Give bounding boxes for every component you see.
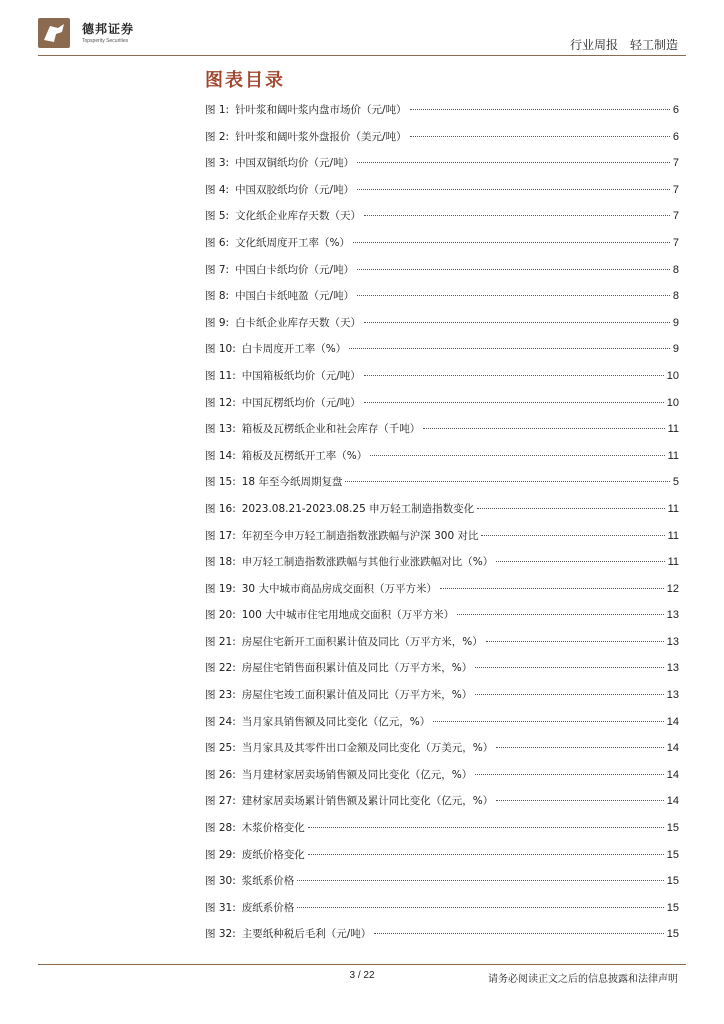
toc-leader-dots: [345, 481, 669, 482]
toc-entry-page: 11: [667, 529, 679, 542]
toc-entry[interactable]: [205, 155, 679, 182]
toc-leader-dots: [297, 907, 664, 908]
toc-leader-dots: [477, 508, 664, 509]
toc-entry-number: 图 30:: [205, 875, 236, 888]
toc-entry-page: 9: [672, 316, 679, 329]
toc-entry-page: 13: [666, 609, 679, 622]
toc-entry[interactable]: [205, 341, 679, 368]
toc-entry[interactable]: [205, 687, 679, 714]
toc-entry-number: 图 21:: [205, 635, 236, 648]
toc-entry-page: 13: [666, 689, 679, 702]
toc-entry-page: 8: [672, 263, 679, 276]
footer-divider: [38, 964, 686, 965]
toc-entry-number: 图 20:: [205, 609, 236, 622]
toc-entry-label: 废纸系价格: [241, 901, 295, 914]
toc-entry-label: 针叶浆和阔叶浆外盘报价（美元/吨）: [235, 130, 407, 143]
toc-entry-label: 房屋住宅新开工面积累计值及同比（万平方米，%）: [241, 635, 483, 648]
toc-entry[interactable]: [205, 820, 679, 847]
toc-entry-label: 箱板及瓦楞纸企业和社会库存（千吨）: [241, 423, 421, 436]
toc-leader-dots: [357, 189, 670, 190]
toc-leader-dots: [357, 162, 670, 163]
toc-entry-number: 图 6:: [205, 236, 230, 249]
toc-leader-dots: [486, 641, 664, 642]
logo-english-name: Topsperity Securities: [82, 38, 129, 44]
toc-leader-dots: [475, 774, 664, 775]
toc-entry[interactable]: [205, 288, 679, 315]
toc-entry-number: 图 12:: [205, 396, 236, 409]
toc-entry-number: 图 32:: [205, 928, 236, 941]
toc-entry-number: 图 15:: [205, 476, 236, 489]
toc-entry-number: 图 9:: [205, 316, 230, 329]
toc-leader-dots: [496, 561, 664, 562]
toc-entry-page: 14: [666, 715, 679, 728]
toc-leader-dots: [433, 721, 664, 722]
toc-entry-label: 年初至今申万轻工制造指数涨跌幅与沪深 300 对比: [241, 529, 479, 542]
toc-entry-label: 中国白卡纸均价（元/吨）: [235, 263, 355, 276]
toc-entry-label: 中国双铜纸均价（元/吨）: [235, 157, 355, 170]
toc-entry-label: 房屋住宅竣工面积累计值及同比（万平方米，%）: [241, 689, 473, 702]
report-type: 行业周报: [569, 38, 618, 52]
toc-entry-number: 图 10:: [205, 343, 236, 356]
toc-entry-page: 10: [666, 396, 679, 409]
toc-entry[interactable]: [205, 767, 679, 794]
toc-entry-label: 文化纸周度开工率（%）: [235, 236, 351, 249]
toc-entry-number: 图 18:: [205, 556, 236, 569]
toc-entry-page: 7: [672, 183, 679, 196]
toc-entry-number: 图 8:: [205, 290, 230, 303]
logo-name: 德邦证券: [82, 22, 135, 36]
toc-entry-label: 中国箱板纸均价（元/吨）: [241, 369, 361, 382]
toc-entry-page: 15: [666, 928, 679, 941]
toc-entry-label: 当月建材家居卖场销售额及同比变化（亿元，%）: [241, 768, 473, 781]
toc-entry-number: 图 31:: [205, 901, 236, 914]
toc-entry-number: 图 27:: [205, 795, 236, 808]
toc-entry[interactable]: [205, 528, 679, 555]
toc-leader-dots: [364, 375, 664, 376]
toc-entry-number: 图 24:: [205, 715, 236, 728]
toc-entry-page: 7: [672, 157, 679, 170]
toc-entry-number: 图 5:: [205, 210, 230, 223]
toc-entry-page: 13: [666, 635, 679, 648]
toc-entry-number: 图 29:: [205, 848, 236, 861]
toc-entry-number: 图 13:: [205, 423, 236, 436]
toc-leader-dots: [410, 109, 670, 110]
toc-entry[interactable]: [205, 847, 679, 874]
toc-leader-dots: [423, 428, 664, 429]
toc-entry[interactable]: [205, 315, 679, 342]
toc-entry-page: 8: [672, 290, 679, 303]
logo-icon: [38, 18, 70, 48]
toc-leader-dots: [349, 348, 670, 349]
toc-entry[interactable]: [205, 235, 679, 262]
toc-entry-page: 10: [666, 369, 679, 382]
toc-entry-label: 2023.08.21-2023.08.25 申万轻工制造指数变化: [241, 502, 475, 515]
toc-entry-label: 文化纸企业库存天数（天）: [235, 210, 362, 223]
toc-entry-number: 图 25:: [205, 742, 236, 755]
toc-leader-dots: [374, 933, 663, 934]
toc-leader-dots: [357, 269, 670, 270]
toc-entry-label: 浆纸系价格: [241, 875, 295, 888]
logo-text: [82, 20, 134, 44]
toc-entry[interactable]: [205, 793, 679, 820]
toc-entry-label: 废纸价格变化: [241, 848, 305, 861]
toc-entry-label: 主要纸种税后毛利（元/吨）: [241, 928, 372, 941]
toc-entry-label: 18 年至今纸周期复盘: [241, 476, 343, 489]
toc-entry-page: 7: [672, 236, 679, 249]
toc-entry-label: 针叶浆和阔叶浆内盘市场价（元/吨）: [235, 104, 407, 116]
toc-entry[interactable]: [205, 368, 679, 395]
toc-entry-label: 当月家具销售额及同比变化（亿元，%）: [241, 715, 431, 728]
toc-entry[interactable]: [205, 873, 679, 900]
toc-entry[interactable]: [205, 208, 679, 235]
toc-entry-page: 11: [667, 449, 679, 462]
header-divider: [38, 55, 686, 56]
toc-list: [205, 102, 679, 953]
toc-entry-label: 中国瓦楞纸均价（元/吨）: [241, 396, 361, 409]
page-number: 3 / 22: [349, 970, 375, 981]
toc-entry[interactable]: [205, 102, 679, 129]
toc-entry-label: 当月家具及其零件出口金额及同比变化（万美元，%）: [241, 742, 494, 755]
toc-entry-number: 图 14:: [205, 449, 236, 462]
toc-leader-dots: [364, 322, 670, 323]
toc-entry-label: 100 大中城市住宅用地成交面积（万平方米）: [241, 609, 455, 622]
header-right: [570, 36, 678, 53]
toc-entry-page: 15: [666, 875, 679, 888]
toc-leader-dots: [297, 880, 664, 881]
toc-entry-number: 图 3:: [205, 157, 230, 170]
toc-entry[interactable]: [205, 900, 679, 927]
toc-entry-number: 图 17:: [205, 529, 236, 542]
toc-entry-page: 6: [672, 130, 679, 143]
toc-entry-label: 中国双胶纸均价（元/吨）: [235, 183, 355, 196]
toc-entry-page: 15: [666, 822, 679, 835]
toc-entry[interactable]: [205, 182, 679, 209]
toc-entry-page: 11: [667, 423, 679, 436]
toc-entry-label: 木浆价格变化: [241, 822, 305, 835]
toc-leader-dots: [353, 242, 670, 243]
toc-entry[interactable]: [205, 554, 679, 581]
toc-entry-number: 图 22:: [205, 662, 236, 675]
toc-leader-dots: [410, 136, 670, 137]
toc-entry-label: 箱板及瓦楞纸开工率（%）: [241, 449, 368, 462]
toc-entry-page: 14: [666, 795, 679, 808]
toc-entry[interactable]: [205, 129, 679, 156]
toc-entry[interactable]: [205, 448, 679, 475]
toc-entry-page: 13: [666, 662, 679, 675]
toc-leader-dots: [481, 535, 664, 536]
toc-entry[interactable]: [205, 474, 679, 501]
toc-leader-dots: [370, 455, 664, 456]
toc-entry-label: 房屋住宅销售面积累计值及同比（万平方米，%）: [241, 662, 473, 675]
toc-entry[interactable]: [205, 714, 679, 741]
toc-entry-number: 图 7:: [205, 263, 230, 276]
toc-entry-label: 白卡纸企业库存天数（天）: [235, 316, 362, 329]
toc-entry-label: 申万轻工制造指数涨跌幅与其他行业涨跌幅对比（%）: [241, 556, 494, 569]
toc-entry-number: 图 4:: [205, 183, 230, 196]
toc-title: 图表目录: [205, 70, 285, 91]
toc-entry-label: 中国白卡纸吨盈（元/吨）: [235, 290, 355, 303]
toc-entry-number: 图 2:: [205, 130, 230, 143]
toc-entry[interactable]: [205, 262, 679, 289]
toc-entry-number: 图 26:: [205, 768, 236, 781]
toc-leader-dots: [475, 667, 664, 668]
toc-entry-page: 9: [672, 343, 679, 356]
toc-leader-dots: [496, 800, 664, 801]
toc-entry-label: 30 大中城市商品房成交面积（万平方米）: [241, 582, 437, 595]
toc-entry[interactable]: [205, 740, 679, 767]
toc-entry[interactable]: [205, 634, 679, 661]
toc-entry[interactable]: [205, 501, 679, 528]
toc-entry-page: 5: [672, 476, 679, 489]
industry-name: 轻工制造: [629, 38, 678, 52]
toc-leader-dots: [440, 588, 664, 589]
toc-leader-dots: [308, 854, 664, 855]
footer-disclaimer: 请务必阅读正文之后的信息披露和法律声明: [488, 974, 678, 985]
toc-entry-number: 图 16:: [205, 502, 236, 515]
toc-entry-number: 图 1:: [205, 104, 230, 116]
toc-entry[interactable]: [205, 421, 679, 448]
toc-entry-page: 14: [666, 742, 679, 755]
toc-leader-dots: [364, 215, 670, 216]
toc-entry[interactable]: [205, 660, 679, 687]
toc-leader-dots: [496, 747, 664, 748]
toc-entry[interactable]: [205, 926, 679, 953]
toc-entry-page: 14: [666, 768, 679, 781]
toc-entry-number: 图 11:: [205, 369, 236, 382]
toc-entry-number: 图 28:: [205, 822, 236, 835]
toc-entry[interactable]: [205, 607, 679, 634]
toc-leader-dots: [475, 694, 664, 695]
toc-entry-page: 12: [666, 582, 679, 595]
company-logo: [38, 18, 70, 48]
toc-leader-dots: [308, 827, 664, 828]
toc-entry-number: 图 23:: [205, 689, 236, 702]
toc-entry-page: 11: [667, 502, 679, 515]
toc-entry-page: 15: [666, 848, 679, 861]
toc-entry[interactable]: [205, 395, 679, 422]
toc-entry-page: 15: [666, 901, 679, 914]
toc-leader-dots: [457, 614, 664, 615]
toc-entry-number: 图 19:: [205, 582, 236, 595]
toc-entry-label: 白卡周度开工率（%）: [241, 343, 347, 356]
toc-leader-dots: [364, 402, 664, 403]
toc-entry-page: 11: [667, 556, 679, 569]
toc-entry-label: 建材家居卖场累计销售额及累计同比变化（亿元，%）: [241, 795, 494, 808]
toc-entry-page: 6: [672, 104, 679, 116]
toc-entry[interactable]: [205, 581, 679, 608]
toc-entry-page: 7: [672, 210, 679, 223]
toc-leader-dots: [357, 295, 670, 296]
